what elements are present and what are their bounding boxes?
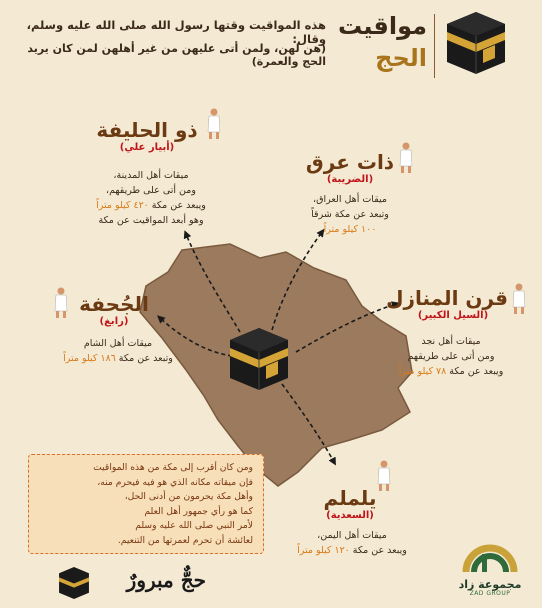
miqat-dhul-hulaifa	[92, 118, 202, 153]
note-line: فإن ميقاته مكانه الذي هو فيه فيحرم منه،	[97, 476, 253, 488]
miqat-sub: (السعدية)	[326, 510, 374, 521]
desc-line	[38, 351, 198, 366]
desc-line: ميقات أهل الشام	[83, 338, 153, 349]
miqat-juhfa	[74, 292, 154, 327]
hajj-mabroor-logo	[56, 560, 206, 604]
miqat-desc-dhul-hulaifa	[76, 168, 226, 228]
desc-line: ميقات أهل العراق،	[313, 194, 387, 205]
distance: ٧٨ كيلو متراً	[398, 366, 447, 377]
desc-prefix: ويبعد عن مكة	[148, 200, 206, 211]
miqat-name: يلملم	[323, 486, 377, 510]
desc-line: ومن أتى على طريقهم	[407, 351, 495, 362]
desc-line: ميقات أهل المدينة،	[113, 170, 189, 181]
miqat-sub: (السيل الكبير)	[417, 310, 489, 321]
desc-line: ميقات أهل نجد	[421, 336, 481, 347]
intro-line-1: هذه المواقيت وقتها رسول الله صلى الله عليه وسلم، وقال:	[26, 18, 326, 46]
desc-line: وتبعد عن مكة شرقاً	[311, 209, 389, 220]
note-line: لأمر النبي صلى الله عليه وسلم	[135, 520, 253, 531]
note-line: كما هو رأي جمهور أهل العلم	[144, 505, 253, 517]
desc-line: ومن أتى على طريقهم،	[106, 185, 196, 196]
zad-english-name: ZAD GROUP	[469, 590, 511, 597]
pilgrim-icon	[397, 142, 415, 174]
logo-text: حجٌّ مبرورٌ	[126, 568, 206, 592]
intro-line-2: (هن لهن، ولمن أتى عليهن من غير أهلهن لمن كان يريد الحج والعمرة)	[27, 42, 326, 68]
miqat-name: قرن المنازل	[386, 286, 508, 310]
pilgrim-icon	[52, 287, 70, 319]
kaaba-center-icon	[228, 326, 290, 392]
desc-line	[76, 198, 226, 213]
zad-arabic-name: مجموعة زاد	[458, 578, 522, 591]
desc-line	[282, 543, 422, 558]
miqat-qarn	[386, 286, 508, 321]
arrow-dhat-irq	[272, 232, 322, 330]
miqat-name: ذات عرق	[305, 150, 395, 174]
note-box	[28, 454, 264, 554]
note-line: وأهل مكة يحرمون من أدنى الحل،	[124, 491, 253, 502]
desc-line	[376, 364, 526, 379]
miqat-sub: (الضريبة)	[326, 174, 374, 185]
note-line: ومن كان أقرب إلى مكة من هذه المواقيت	[93, 462, 253, 473]
miqat-name: ذو الحليفة	[96, 118, 198, 142]
miqat-desc-juhfa	[38, 336, 198, 366]
desc-line: وهو أبعد المواقيت عن مكة	[98, 215, 204, 226]
miqat-desc-qarn	[376, 334, 526, 379]
distance: ١٢٠ كيلو متراً	[297, 545, 350, 556]
miqat-sub: (رابغ)	[99, 316, 129, 327]
distance: ١٠٠ كيلو متراً	[323, 224, 377, 235]
desc-line: ميقات أهل اليمن،	[317, 530, 387, 541]
miqat-dhat-irq	[305, 150, 395, 185]
miqat-desc-yalamlam	[282, 528, 422, 558]
desc-prefix: وتبعد عن مكة	[115, 353, 173, 364]
pilgrim-icon	[205, 108, 223, 140]
distance: ١٨٦ كيلو متراً	[63, 353, 116, 364]
miqat-yalamlam	[310, 486, 390, 521]
page-title: مواقيت	[337, 12, 427, 40]
desc-prefix: ويبعد عن مكة	[446, 366, 504, 377]
kaaba-logo-icon	[56, 566, 92, 600]
page-subtitle: الحج	[375, 44, 427, 72]
miqat-sub: (أبيار علي)	[119, 142, 175, 153]
desc-prefix: ويبعد عن مكة	[349, 545, 407, 556]
distance: ٤٢٠ كيلو متراً	[96, 200, 149, 211]
arrow-dhul-hulaifa	[186, 234, 240, 332]
arrow-yalamlam	[282, 384, 334, 462]
pilgrim-icon	[510, 283, 528, 315]
miqat-name: الجُحفة	[79, 292, 149, 316]
miqat-desc-dhat-irq	[300, 192, 400, 237]
note-line: لعائشة أن تحرم لعمرتها من التنعيم.	[117, 534, 253, 546]
